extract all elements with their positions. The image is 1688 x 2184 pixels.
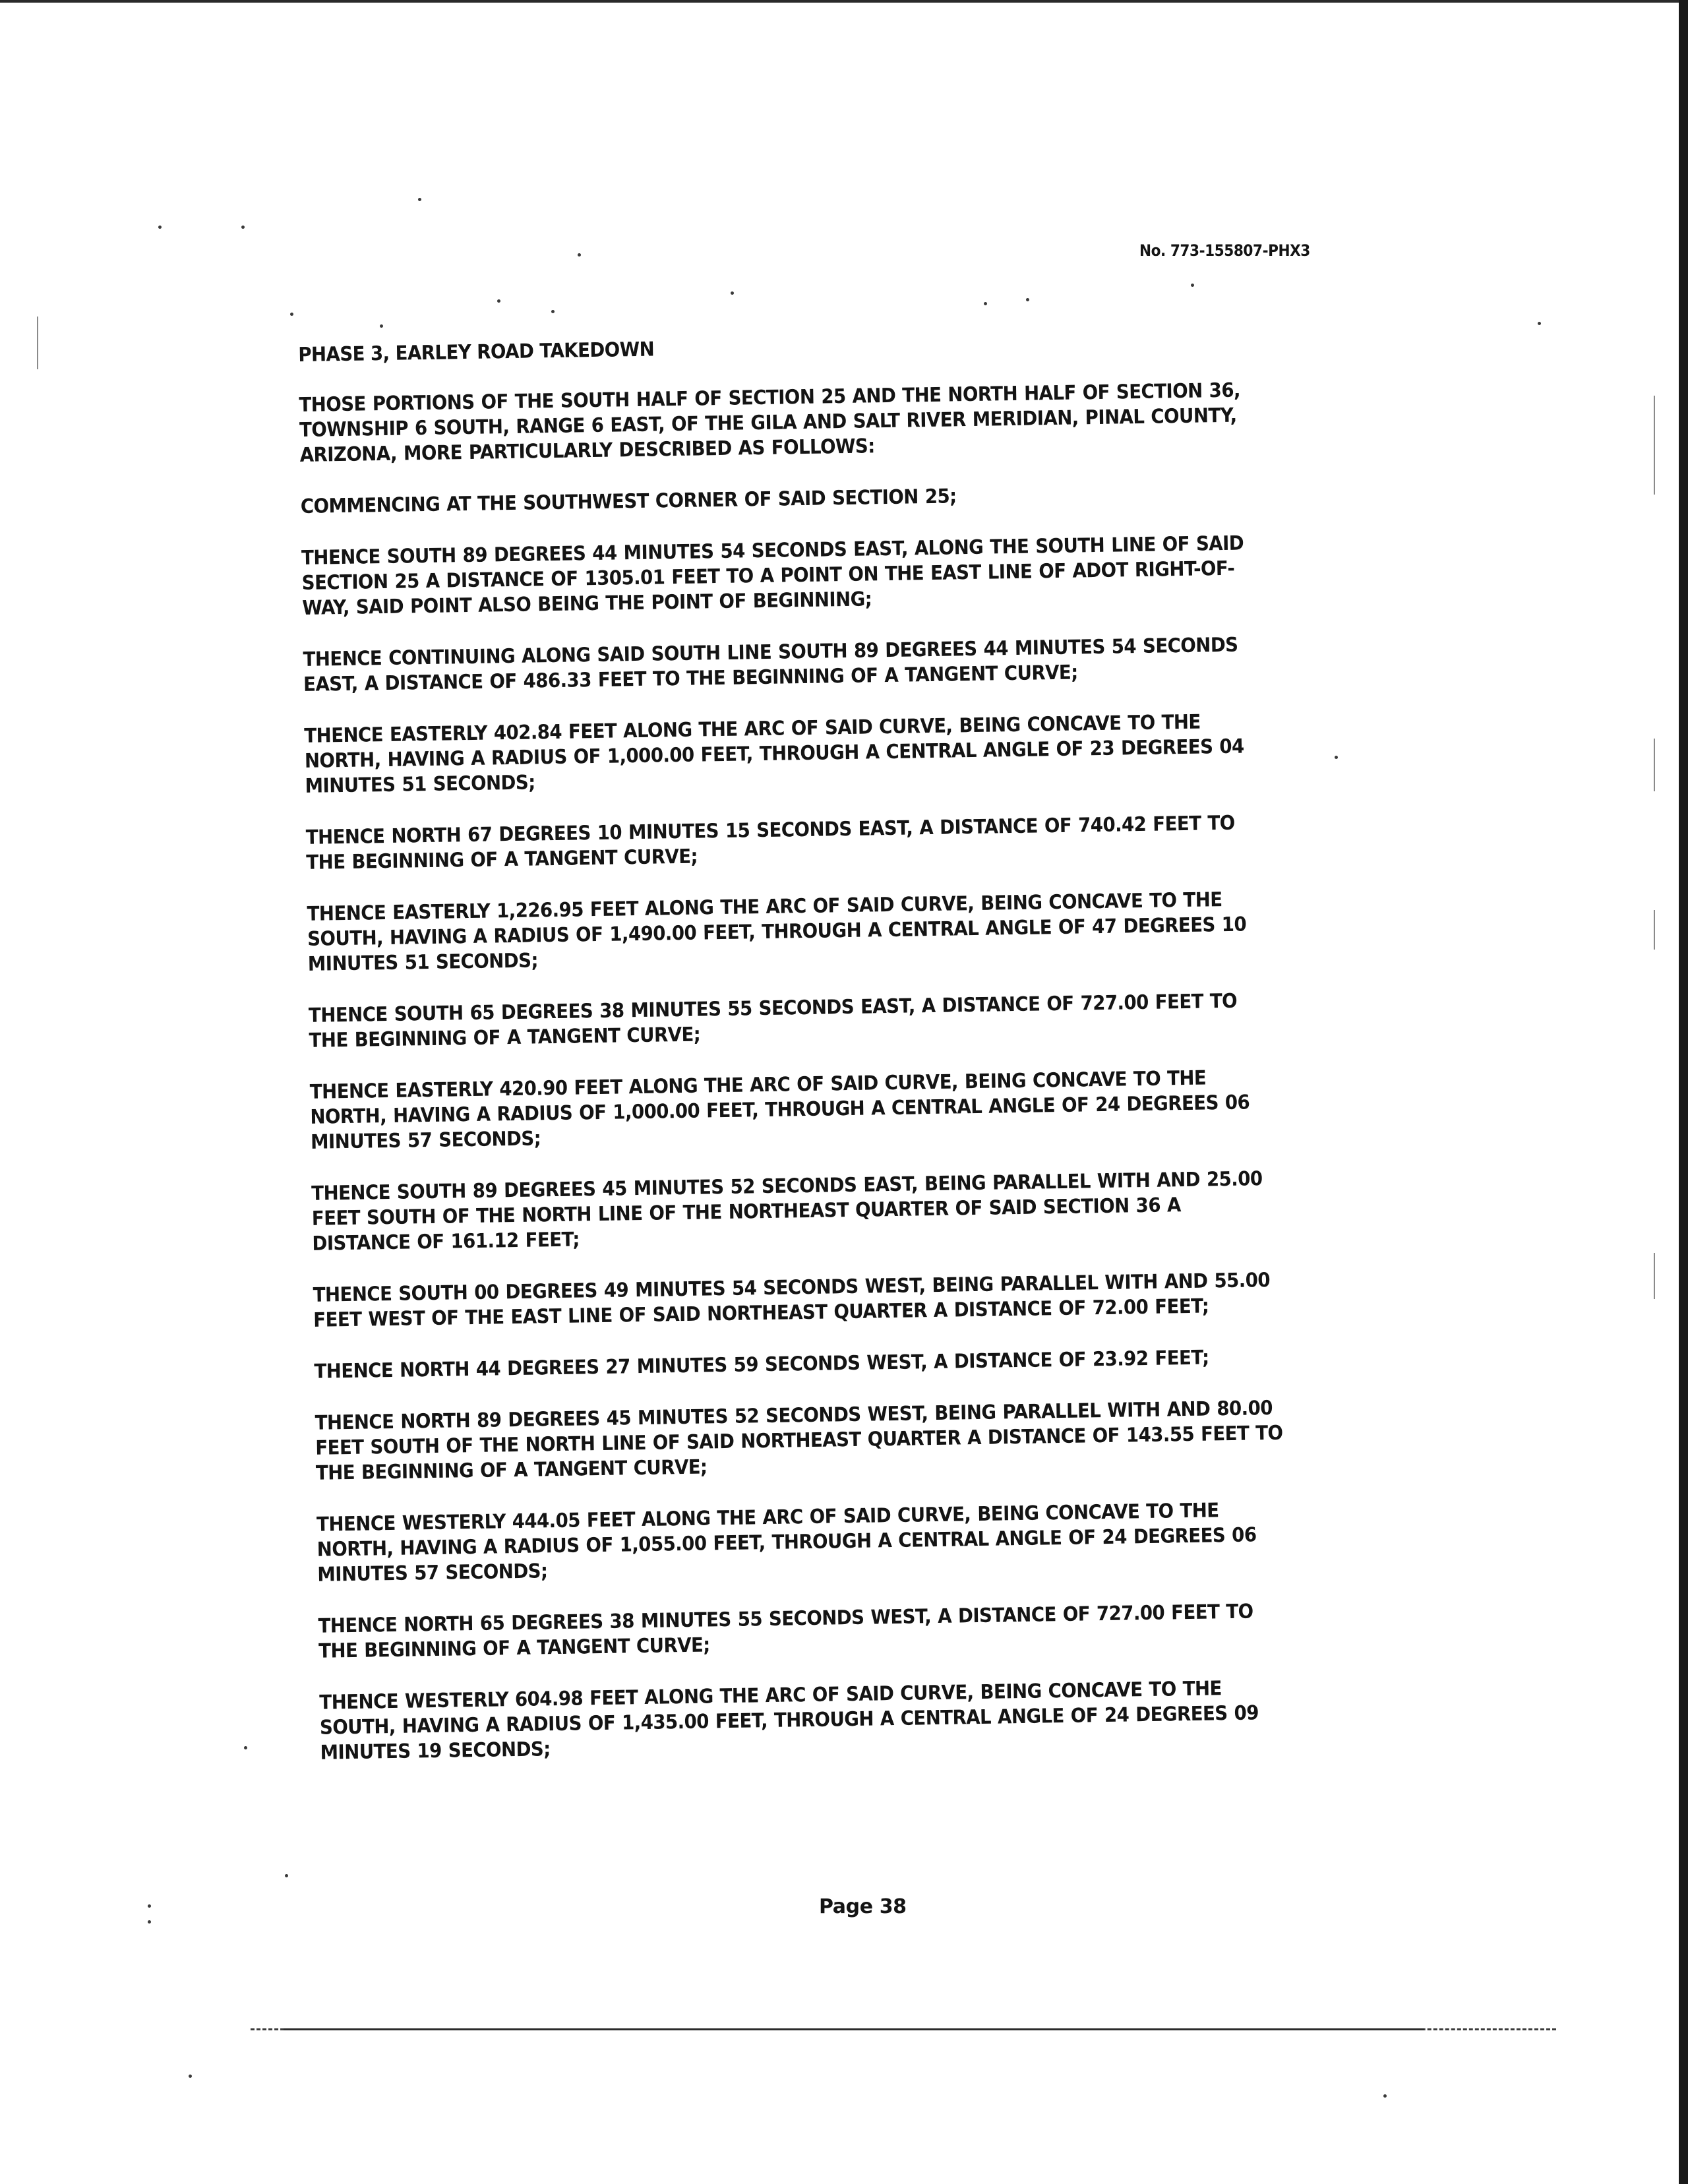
paragraph: THENCE SOUTH 89 DEGREES 45 MINUTES 52 SECONDS EAST, BEING PARALLEL WITH AND 25.00 FEET SOUTH OF THE NORTH LINE OF THE NORTHEAST QUARTER OF SAID SECTION 36 A DISTANCE OF 161.12 FEET;: [311, 1167, 1263, 1256]
paragraph: COMMENCING AT THE SOUTHWEST CORNER OF SAID SECTION 25;: [300, 485, 957, 518]
scan-margin-mark: [1654, 1253, 1655, 1299]
scan-speck: [731, 291, 734, 295]
paragraph: THENCE CONTINUING ALONG SAID SOUTH LINE SOUTH 89 DEGREES 44 MINUTES 54 SECONDS EAST, A DISTANCE OF 486.33 FEET TO THE BEGINNING OF A TANGENT CURVE;: [303, 633, 1238, 696]
legal-description: [298, 326, 1389, 1792]
paragraph: THENCE NORTH 44 DEGREES 27 MINUTES 59 SECONDS WEST, A DISTANCE OF 23.92 FEET;: [314, 1346, 1209, 1383]
scan-margin-mark: [1654, 396, 1655, 495]
page-number: Page 38: [819, 1895, 907, 1918]
paragraph: THENCE EASTERLY 402.84 FEET ALONG THE ARC OF SAID CURVE, BEING CONCAVE TO THE NORTH, HAVING A RADIUS OF 1,000.00 FEET, THROUGH A CENTRAL ANGLE OF 23 DEGREES 04 MINUTES 51 SECONDS;: [304, 710, 1244, 798]
scan-speck: [1026, 298, 1029, 301]
paragraph: THENCE EASTERLY 420.90 FEET ALONG THE ARC OF SAID CURVE, BEING CONCAVE TO THE NORTH, HAVING A RADIUS OF 1,000.00 FEET, THROUGH A CENTRAL ANGLE OF 24 DEGREES 06 MINUTES 57 SECONDS;: [309, 1066, 1250, 1154]
paragraph: THENCE NORTH 67 DEGREES 10 MINUTES 15 SECONDS EAST, A DISTANCE OF 740.42 FEET TO THE BEGINNING OF A TANGENT CURVE;: [305, 811, 1235, 874]
scan-margin-mark: [1654, 739, 1655, 791]
scan-speck: [148, 1904, 151, 1908]
scan-speck: [418, 198, 421, 201]
scan-speck: [189, 2075, 192, 2078]
paragraph: THOSE PORTIONS OF THE SOUTH HALF OF SECTION 25 AND THE NORTH HALF OF SECTION 36, TOWNSHIP 6 SOUTH, RANGE 6 EAST, OF THE GILA AND SALT RIVER MERIDIAN, PINAL COUNTY, ARIZONA, MORE PARTICULARLY DESCRIBED AS FOLLOWS:: [299, 379, 1241, 467]
scan-speck: [380, 324, 383, 328]
scan-margin-mark: [37, 317, 38, 369]
scan-speck: [551, 310, 555, 313]
document-heading: PHASE 3, EARLEY ROAD TAKEDOWN: [298, 338, 655, 367]
paragraph: THENCE EASTERLY 1,226.95 FEET ALONG THE ARC OF SAID CURVE, BEING CONCAVE TO THE SOUTH, HAVING A RADIUS OF 1,490.00 FEET, THROUGH A CENTRAL ANGLE OF 47 DEGREES 10 MINUTES 51 SECONDS;: [307, 888, 1247, 976]
paragraph: THENCE WESTERLY 444.05 FEET ALONG THE ARC OF SAID CURVE, BEING CONCAVE TO THE NORTH, HAVING A RADIUS OF 1,055.00 FEET, THROUGH A CENTRAL ANGLE OF 24 DEGREES 06 MINUTES 57 SECONDS;: [316, 1499, 1257, 1587]
scan-speck: [244, 1746, 247, 1749]
scan-speck: [578, 253, 581, 257]
scan-speck: [285, 1874, 288, 1877]
footer-rule: [284, 2028, 1424, 2030]
scan-speck: [1191, 284, 1194, 287]
scan-right-edge: [1679, 0, 1688, 2184]
paragraph: THENCE SOUTH 65 DEGREES 38 MINUTES 55 SECONDS EAST, A DISTANCE OF 727.00 FEET TO THE BEGINNING OF A TANGENT CURVE;: [308, 989, 1238, 1052]
paragraph: THENCE SOUTH 00 DEGREES 49 MINUTES 54 SECONDS WEST, BEING PARALLEL WITH AND 55.00 FEET WEST OF THE EAST LINE OF SAID NORTHEAST QUARTER A DISTANCE OF 72.00 FEET;: [313, 1269, 1271, 1332]
scan-speck: [158, 226, 162, 229]
scan-speck: [290, 313, 293, 316]
scan-speck: [1383, 2094, 1387, 2098]
scan-speck: [984, 302, 987, 305]
scan-top-edge: [0, 0, 1688, 3]
scan-speck: [1538, 322, 1541, 325]
paragraph: THENCE WESTERLY 604.98 FEET ALONG THE ARC OF SAID CURVE, BEING CONCAVE TO THE SOUTH, HAVING A RADIUS OF 1,435.00 FEET, THROUGH A CENTRAL ANGLE OF 24 DEGREES 09 MINUTES 19 SECONDS;: [319, 1677, 1259, 1765]
paragraph: THENCE NORTH 89 DEGREES 45 MINUTES 52 SECONDS WEST, BEING PARALLEL WITH AND 80.00 FEET SOUTH OF THE NORTH LINE OF SAID NORTHEAST QUARTER A DISTANCE OF 143.55 FEET TO THE BEGINNING OF A TANGENT CURVE;: [315, 1396, 1283, 1485]
paragraph: THENCE SOUTH 89 DEGREES 44 MINUTES 54 SECONDS EAST, ALONG THE SOUTH LINE OF SAID SECTION 25 A DISTANCE OF 1305.01 FEET TO A POINT ON THE EAST LINE OF ADOT RIGHT-OF- WAY, SAID POINT ALSO BEING THE POINT OF BEGINNING;: [301, 531, 1244, 620]
scan-speck: [148, 1920, 151, 1924]
paragraph: THENCE NORTH 65 DEGREES 38 MINUTES 55 SECONDS WEST, A DISTANCE OF 727.00 FEET TO THE BEGINNING OF A TANGENT CURVE;: [318, 1600, 1253, 1663]
scan-speck: [241, 226, 245, 229]
document-number: No. 773-155807-PHX3: [1139, 241, 1310, 260]
scan-speck: [497, 299, 500, 303]
scan-margin-mark: [1654, 910, 1655, 950]
